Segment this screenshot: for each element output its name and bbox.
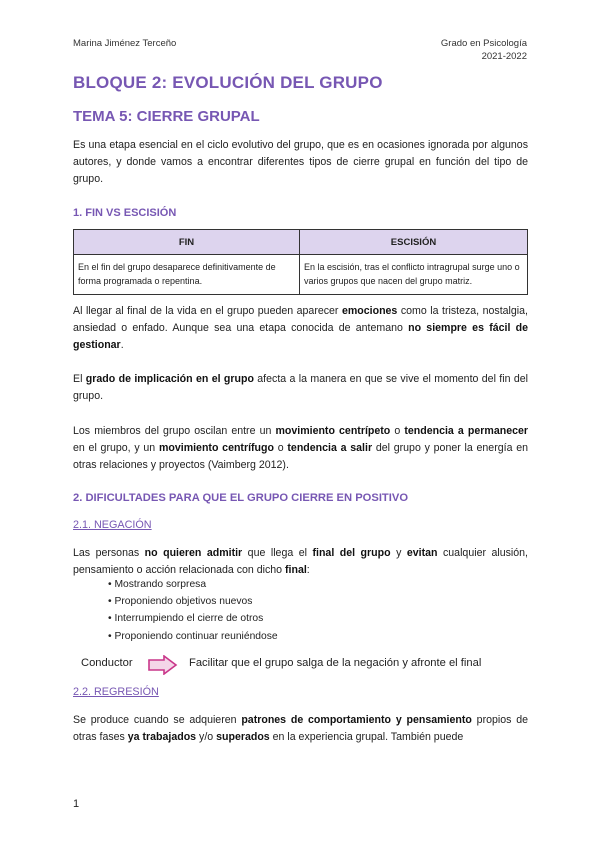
table-header-escision: ESCISIÓN bbox=[300, 230, 528, 255]
section2-title: 2. DIFICULTADES PARA QUE EL GRUPO CIERRE EN POSITIVO bbox=[73, 492, 409, 504]
emotions-paragraph bbox=[73, 303, 528, 355]
bold-run: tendencia a permanecer bbox=[404, 425, 529, 437]
involvement-paragraph bbox=[73, 371, 528, 405]
header-year: 2021-2022 bbox=[481, 51, 527, 62]
bold-run: grado de implicación en el grupo bbox=[85, 373, 254, 385]
subsection-regresion: 2.2. REGRESIÓN bbox=[73, 686, 159, 698]
bold-run: final bbox=[285, 564, 307, 577]
table-header-row bbox=[74, 230, 528, 255]
list-item: • Proponiendo continuar reuniéndose bbox=[108, 628, 278, 645]
header-course-name: Grado en Psicología bbox=[440, 38, 527, 49]
list-item: • Proponiendo objetivos nuevos bbox=[108, 593, 278, 610]
bold-run: ya trabajados bbox=[127, 731, 197, 744]
right-arrow-icon bbox=[148, 655, 178, 675]
bold-run: no siempre es fácil de gestionar bbox=[73, 322, 528, 352]
intro-paragraph: Es una etapa esencial en el ciclo evolutivo del grupo, que es en ocasiones ignorada por algunos autores, y donde vamos a encontrar diferentes tipos de cierre grupal en función del tipo de grupo. bbox=[73, 139, 528, 186]
regresion-paragraph bbox=[73, 712, 528, 746]
page-number: 1 bbox=[73, 798, 80, 810]
text-run: . bbox=[120, 339, 124, 352]
list-item: • Mostrando sorpresa bbox=[108, 576, 278, 593]
bold-run: no quieren admitir bbox=[144, 547, 243, 559]
bold-run: movimiento centrípeto bbox=[275, 425, 391, 437]
text-run: y/o bbox=[196, 731, 217, 744]
topic-title: TEMA 5: CIERRE GRUPAL bbox=[73, 108, 260, 125]
bold-run: superados bbox=[216, 731, 270, 744]
bold-run: tendencia a salir bbox=[287, 442, 373, 455]
text-run: o bbox=[273, 442, 288, 455]
conductor-label: Conductor bbox=[81, 657, 133, 669]
fin-escision-table bbox=[73, 229, 528, 295]
text-run: Se produce cuando se adquieren bbox=[73, 714, 242, 726]
bold-run: emociones bbox=[341, 305, 398, 317]
text-run: afecta a la manera en que se vive el momento del fin del grupo. bbox=[73, 373, 528, 403]
text-run: en la experiencia grupal. También puede bbox=[269, 731, 464, 744]
text-run: en el grupo, y un bbox=[73, 442, 159, 455]
negacion-bullet-list bbox=[108, 576, 278, 645]
text-run: Los miembros del grupo oscilan entre un bbox=[73, 425, 276, 437]
subsection-negacion: 2.1. NEGACIÓN bbox=[73, 519, 152, 531]
text-run: del grupo y poner la energía en otras relaciones y proyectos (Vaimberg 2012). bbox=[73, 442, 529, 472]
table-cell-fin: En el fin del grupo desaparece definitivamente de forma programada o repentina. bbox=[74, 255, 300, 295]
text-run: Al llegar al final de la vida en el grupo pueden aparecer bbox=[73, 305, 342, 317]
text-run: o bbox=[390, 425, 405, 437]
text-run: y bbox=[390, 547, 407, 559]
header-course bbox=[441, 38, 527, 62]
section1-title: 1. FIN VS ESCISIÓN bbox=[73, 207, 177, 219]
bold-run: evitan bbox=[406, 547, 438, 559]
text-run: Las personas bbox=[73, 547, 145, 559]
list-item: • Interrumpiendo el cierre de otros bbox=[108, 610, 278, 627]
text-run: : bbox=[306, 564, 310, 577]
text-run: cualquier alusión, pensamiento o acción relacionada con dicho bbox=[73, 547, 528, 577]
bold-run: movimiento centrífugo bbox=[158, 442, 274, 455]
movement-paragraph bbox=[73, 423, 528, 475]
text-run: que llega el bbox=[242, 547, 313, 559]
bold-run: final del grupo bbox=[312, 547, 391, 559]
block-title: BLOQUE 2: EVOLUCIÓN DEL GRUPO bbox=[73, 73, 383, 92]
conductor-action: Facilitar que el grupo salga de la negación y afronte el final bbox=[189, 657, 482, 669]
table-row bbox=[74, 255, 528, 295]
table-header-fin: FIN bbox=[74, 230, 300, 255]
text-run: El bbox=[73, 373, 86, 385]
bold-run: patrones de comportamiento y pensamiento bbox=[241, 714, 472, 726]
text-run: como la tristeza, nostalgia, ansiedad o enfado. Aunque sea una etapa conocida de antemano bbox=[73, 305, 528, 335]
text-run: propios de otras fases bbox=[73, 714, 529, 744]
header-author: Marina Jiménez Terceño bbox=[73, 38, 177, 49]
table-cell-escision: En la escisión, tras el conflicto intragrupal surge uno o varios grupos que nacen del grupo matriz. bbox=[300, 255, 528, 295]
negacion-paragraph bbox=[73, 545, 528, 579]
